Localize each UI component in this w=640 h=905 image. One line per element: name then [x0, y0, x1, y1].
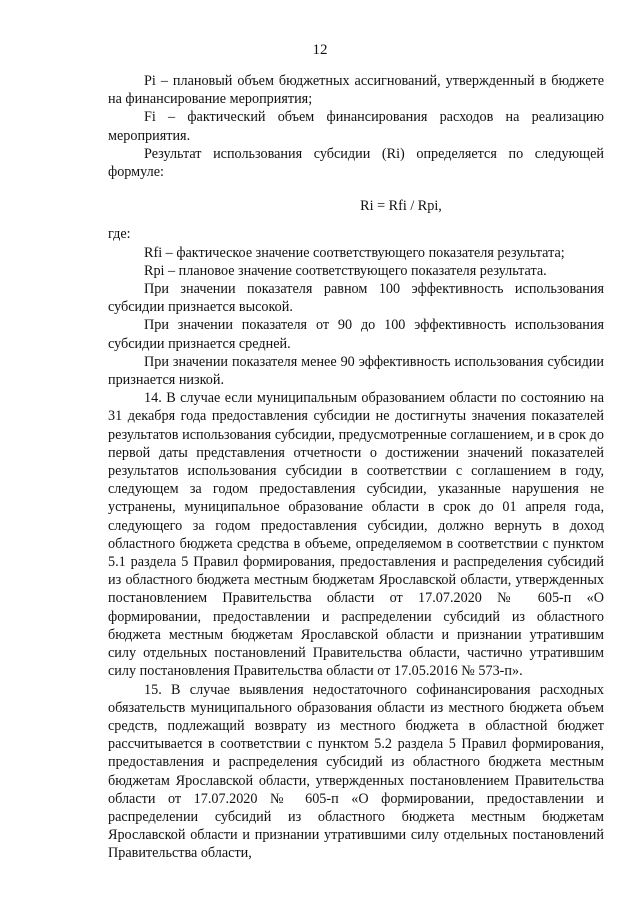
paragraph-pi-definition: Pi – плановый объем бюджетных ассигнований, утвержденный в бюджете на финансирование мероприятия; [108, 73, 604, 108]
paragraph-where: где: [108, 226, 131, 243]
paragraph-clause-15: 15. В случае выявления недостаточного софинансирования расходных обязательств муниципального образования области из местного бюджета объем средств, подлежащий возврату из местного бюджета в областной бюджет рассчитывается в соответствии с пунктом 5.2 раздела 5 Правил формирования, предоставления и распределения субсидий из областного бюджета местным бюджетам Ярославской области, утвержденных постановлением Правительства области от 17.07.2020 № 605-п «О формировании, предоставлении и распределении субсидий из областного бюджета местным бюджетам Ярославской области и признании утратившими силу отдельных постановлений Правительства области, [108, 681, 604, 862]
paragraph-clause-14: 14. В случае если муниципальным образованием области по состоянию на 31 декабря года предоставления субсидии не достигнуты значения показателей результатов использования субсидии, предусмотренные соглашением, и в срок до первой даты представления отчетности о достижении значений показателей результатов использования субсидии в соответствии с соглашением в году, следующем за годом предоставления субсидии, указанные нарушения не устранены, муниципальное образование области в срок до 01 апреля года, следующего за годом предоставления субсидии, должно вернуть в доход областного бюджета средства в объеме, определяемом в соответствии с пунктом 5.1 раздела 5 Правил формирования, предоставления и распределения субсидий из областного бюджета местным бюджетам Ярославской области, утвержденных постановлением Правительства области от 17.07.2020 № 605-п «О формировании, предоставлении и распределении субсидий из областного бюджета местным бюджетам Ярославской области и признании утратившим силу отдельных постановлений Правительства области, частично утратившим силу постановления Правительства области от 17.05.2016 № 573-п». [108, 390, 604, 680]
paragraph-rfi-definition: Rfi – фактическое значение соответствующего показателя результата; [144, 244, 565, 261]
page-number: 12 [312, 42, 328, 58]
paragraph-efficiency-low: При значении показателя менее 90 эффективность использования субсидии признается низкой. [108, 353, 604, 389]
formula-ri: Ri = Rfi / Rpi, [360, 198, 442, 215]
document-body [108, 72, 604, 863]
paragraph-efficiency-high: При значении показателя равном 100 эффективность использования субсидии признается высокой. [108, 281, 604, 316]
paragraph-fi-definition: Fi – фактический объем финансирования расходов на реализацию мероприятия. [108, 109, 604, 144]
paragraph-rpi-definition: Rpi – плановое значение соответствующего показателя результата. [144, 262, 547, 279]
paragraph-ri-intro: Результат использования субсидии (Ri) определяется по следующей формуле: [108, 145, 604, 181]
paragraph-efficiency-medium: При значении показателя от 90 до 100 эффективность использования субсидии признается средней. [108, 317, 604, 352]
